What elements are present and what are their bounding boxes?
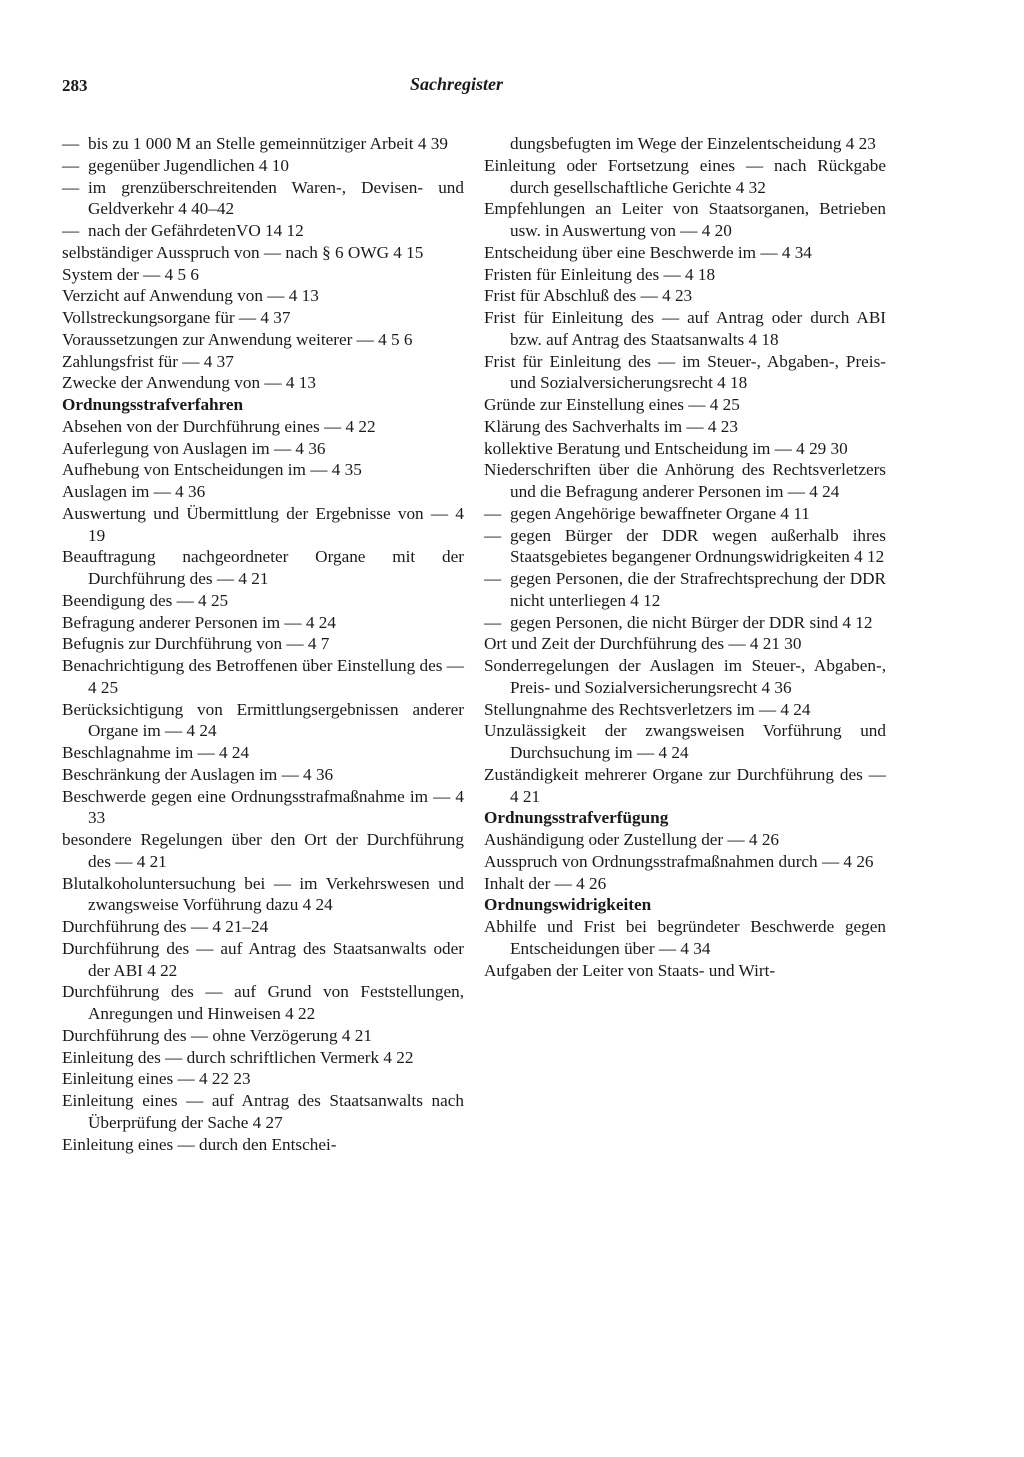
index-heading: Ordnungsstrafverfahren (62, 395, 244, 414)
index-entry: Durchführung des — auf Grund von Feststellungen, Anregungen und Hinweisen 4 22 (62, 982, 464, 1023)
index-entry: Berücksichtigung von Ermittlungsergebnissen anderer Organe im — 4 24 (62, 699, 464, 741)
subentry-dash: — (62, 134, 80, 153)
index-entry: Beendigung des — 4 25 (62, 590, 229, 610)
index-entry: Beschwerde gegen eine Ordnungsstrafmaßnahme im — 4 33 (62, 786, 464, 828)
index-entry: Einleitung eines — auf Antrag des Staatsanwalts nach Überprüfung der Sache 4 27 (62, 1091, 464, 1132)
subentry-dash: — (62, 177, 80, 197)
index-entry: Auswertung und Übermittlung der Ergebnisse von — 4 19 (62, 503, 464, 545)
subentry-text: nach der GefährdetenVO 14 12 (88, 221, 304, 240)
index-entry: Beschlagnahme im — 4 24 (62, 743, 250, 762)
subentry-text: im grenzüberschreitenden Waren-, Devisen- und Geldverkehr 4 40–42 (88, 177, 464, 219)
index-subentry (62, 133, 464, 155)
index-entry: selbständiger Ausspruch von — nach § 6 OWG 4 15 (62, 242, 424, 262)
index-column-right (484, 133, 886, 981)
index-entry: besondere Regelungen über den Ort der Durchführung des — 4 21 (62, 830, 464, 871)
index-subentry (484, 503, 886, 525)
index-entry: Aufgaben der Leiter von Staats- und Wirt- (484, 960, 776, 980)
index-entry: Auslagen im — 4 36 (62, 482, 206, 501)
index-subentry (62, 155, 464, 177)
index-subentry (62, 177, 464, 221)
subentry-text: gegen Personen, die nicht Bürger der DDR sind 4 12 (510, 612, 873, 632)
index-entry: Zahlungsfrist für — 4 37 (62, 351, 234, 371)
index-subentry (62, 220, 464, 242)
index-entry: Voraussetzungen zur Anwendung weiterer — 4 5 6 (62, 329, 413, 349)
subentry-text: bis zu 1 000 M an Stelle gemeinnütziger Arbeit 4 39 (88, 134, 448, 153)
index-entry: System der — 4 5 6 (62, 264, 200, 284)
index-entry: Einleitung eines — durch den Entschei- (62, 1134, 337, 1154)
running-title: Sachregister (410, 74, 504, 94)
index-entry: Auferlegung von Auslagen im — 4 36 (62, 438, 326, 458)
index-entry: Fristen für Einleitung des — 4 18 (484, 264, 716, 284)
subentry-dash: — (62, 155, 80, 175)
page-number: 283 (62, 76, 88, 95)
subentry-text: gegen Personen, die der Strafrechtsprechung der DDR nicht unterliegen 4 12 (510, 569, 886, 610)
index-entry: Stellungnahme des Rechtsverletzers im — 4 24 (484, 699, 811, 719)
index-entry: Verzicht auf Anwendung von — 4 13 (62, 286, 319, 306)
index-entry: Frist für Einleitung des — auf Antrag oder durch ABI bzw. auf Antrag des Staatsanwalts 4 18 (484, 308, 886, 349)
index-entry: Niederschriften über die Anhörung des Rechtsverletzers und die Befragung anderer Personen im — 4 24 (484, 460, 886, 501)
subentry-dash: — (484, 612, 502, 632)
index-entry: Blutalkoholuntersuchung bei — im Verkehrswesen und zwangsweise Vorführung dazu 4 24 (62, 873, 464, 915)
index-entry: Klärung des Sachverhalts im — 4 23 (484, 416, 738, 436)
index-heading: Ordnungswidrigkeiten (484, 895, 652, 915)
index-entry: Entscheidung über eine Beschwerde im — 4 34 (484, 242, 812, 262)
index-entry: Zuständigkeit mehrerer Organe zur Durchführung des — 4 21 (484, 764, 886, 806)
subentry-text: gegen Angehörige bewaffneter Organe 4 11 (510, 503, 810, 523)
index-subentry (484, 568, 886, 612)
index-subentry (484, 525, 886, 569)
index-entry: Ausspruch von Ordnungsstrafmaßnahmen durch — 4 26 (484, 851, 874, 871)
index-column-left (62, 133, 464, 1155)
index-entry: Empfehlungen an Leiter von Staatsorganen, Betrieben usw. in Auswertung von — 4 20 (484, 199, 886, 240)
index-entry: Beauftragung nachgeordneter Organe mit der Durchführung des — 4 21 (62, 547, 464, 588)
index-entry: Abhilfe und Frist bei begründeter Beschwerde gegen Entscheidungen über — 4 34 (484, 917, 886, 958)
index-entry: Benachrichtigung des Betroffenen über Einstellung des — 4 25 (62, 656, 464, 697)
index-entry: Unzulässigkeit der zwangsweisen Vorführung und Durchsuchung im — 4 24 (484, 721, 886, 762)
index-heading: Ordnungsstrafverfügung (484, 808, 669, 828)
index-entry: Frist für Abschluß des — 4 23 (484, 286, 693, 306)
index-entry: Durchführung des — ohne Verzögerung 4 21 (62, 1025, 372, 1045)
index-entry-continuation: dungsbefugten im Wege der Einzelentscheidung 4 23 (510, 134, 876, 153)
index-entry: Sonderregelungen der Auslagen im Steuer-, Abgaben-, Preis- und Sozialversicherungsrecht 4 36 (484, 656, 886, 697)
subentry-dash: — (62, 221, 80, 240)
index-entry: Beschränkung der Auslagen im — 4 36 (62, 764, 334, 784)
index-entry: Inhalt der — 4 26 (484, 873, 607, 893)
subentry-text: gegen Bürger der DDR wegen außerhalb ihres Staatsgebietes begangener Ordnungswidrigkeiten 4 12 (510, 525, 886, 567)
index-entry: Befragung anderer Personen im — 4 24 (62, 612, 336, 632)
subentry-dash: — (484, 503, 502, 523)
index-entry: Befugnis zur Durchführung von — 4 7 (62, 634, 330, 654)
index-entry: Aufhebung von Entscheidungen im — 4 35 (62, 460, 362, 480)
index-entry: Ort und Zeit der Durchführung des — 4 21 30 (484, 634, 802, 654)
index-entry: Einleitung eines — 4 22 23 (62, 1069, 251, 1089)
index-entry: Durchführung des — auf Antrag des Staatsanwalts oder der ABI 4 22 (62, 938, 464, 980)
index-entry: Vollstreckungsorgane für — 4 37 (62, 308, 291, 327)
subentry-dash: — (484, 569, 502, 588)
index-entry: Einleitung oder Fortsetzung eines — nach Rückgabe durch gesellschaftliche Gerichte 4 32 (484, 155, 886, 197)
index-entry: Aushändigung oder Zustellung der — 4 26 (484, 830, 780, 849)
index-entry: Durchführung des — 4 21–24 (62, 917, 269, 936)
subentry-text: gegenüber Jugendlichen 4 10 (88, 155, 289, 175)
index-entry: kollektive Beratung und Entscheidung im — 4 29 30 (484, 438, 848, 458)
index-entry: Absehen von der Durchführung eines — 4 22 (62, 416, 376, 436)
index-entry: Gründe zur Einstellung eines — 4 25 (484, 395, 740, 414)
subentry-dash: — (484, 525, 502, 545)
index-entry: Zwecke der Anwendung von — 4 13 (62, 373, 316, 393)
index-entry: Frist für Einleitung des — im Steuer-, Abgaben-, Preis- und Sozialversicherungsrecht 4 18 (484, 351, 886, 393)
index-entry: Einleitung des — durch schriftlichen Vermerk 4 22 (62, 1047, 414, 1067)
index-subentry (484, 612, 886, 634)
